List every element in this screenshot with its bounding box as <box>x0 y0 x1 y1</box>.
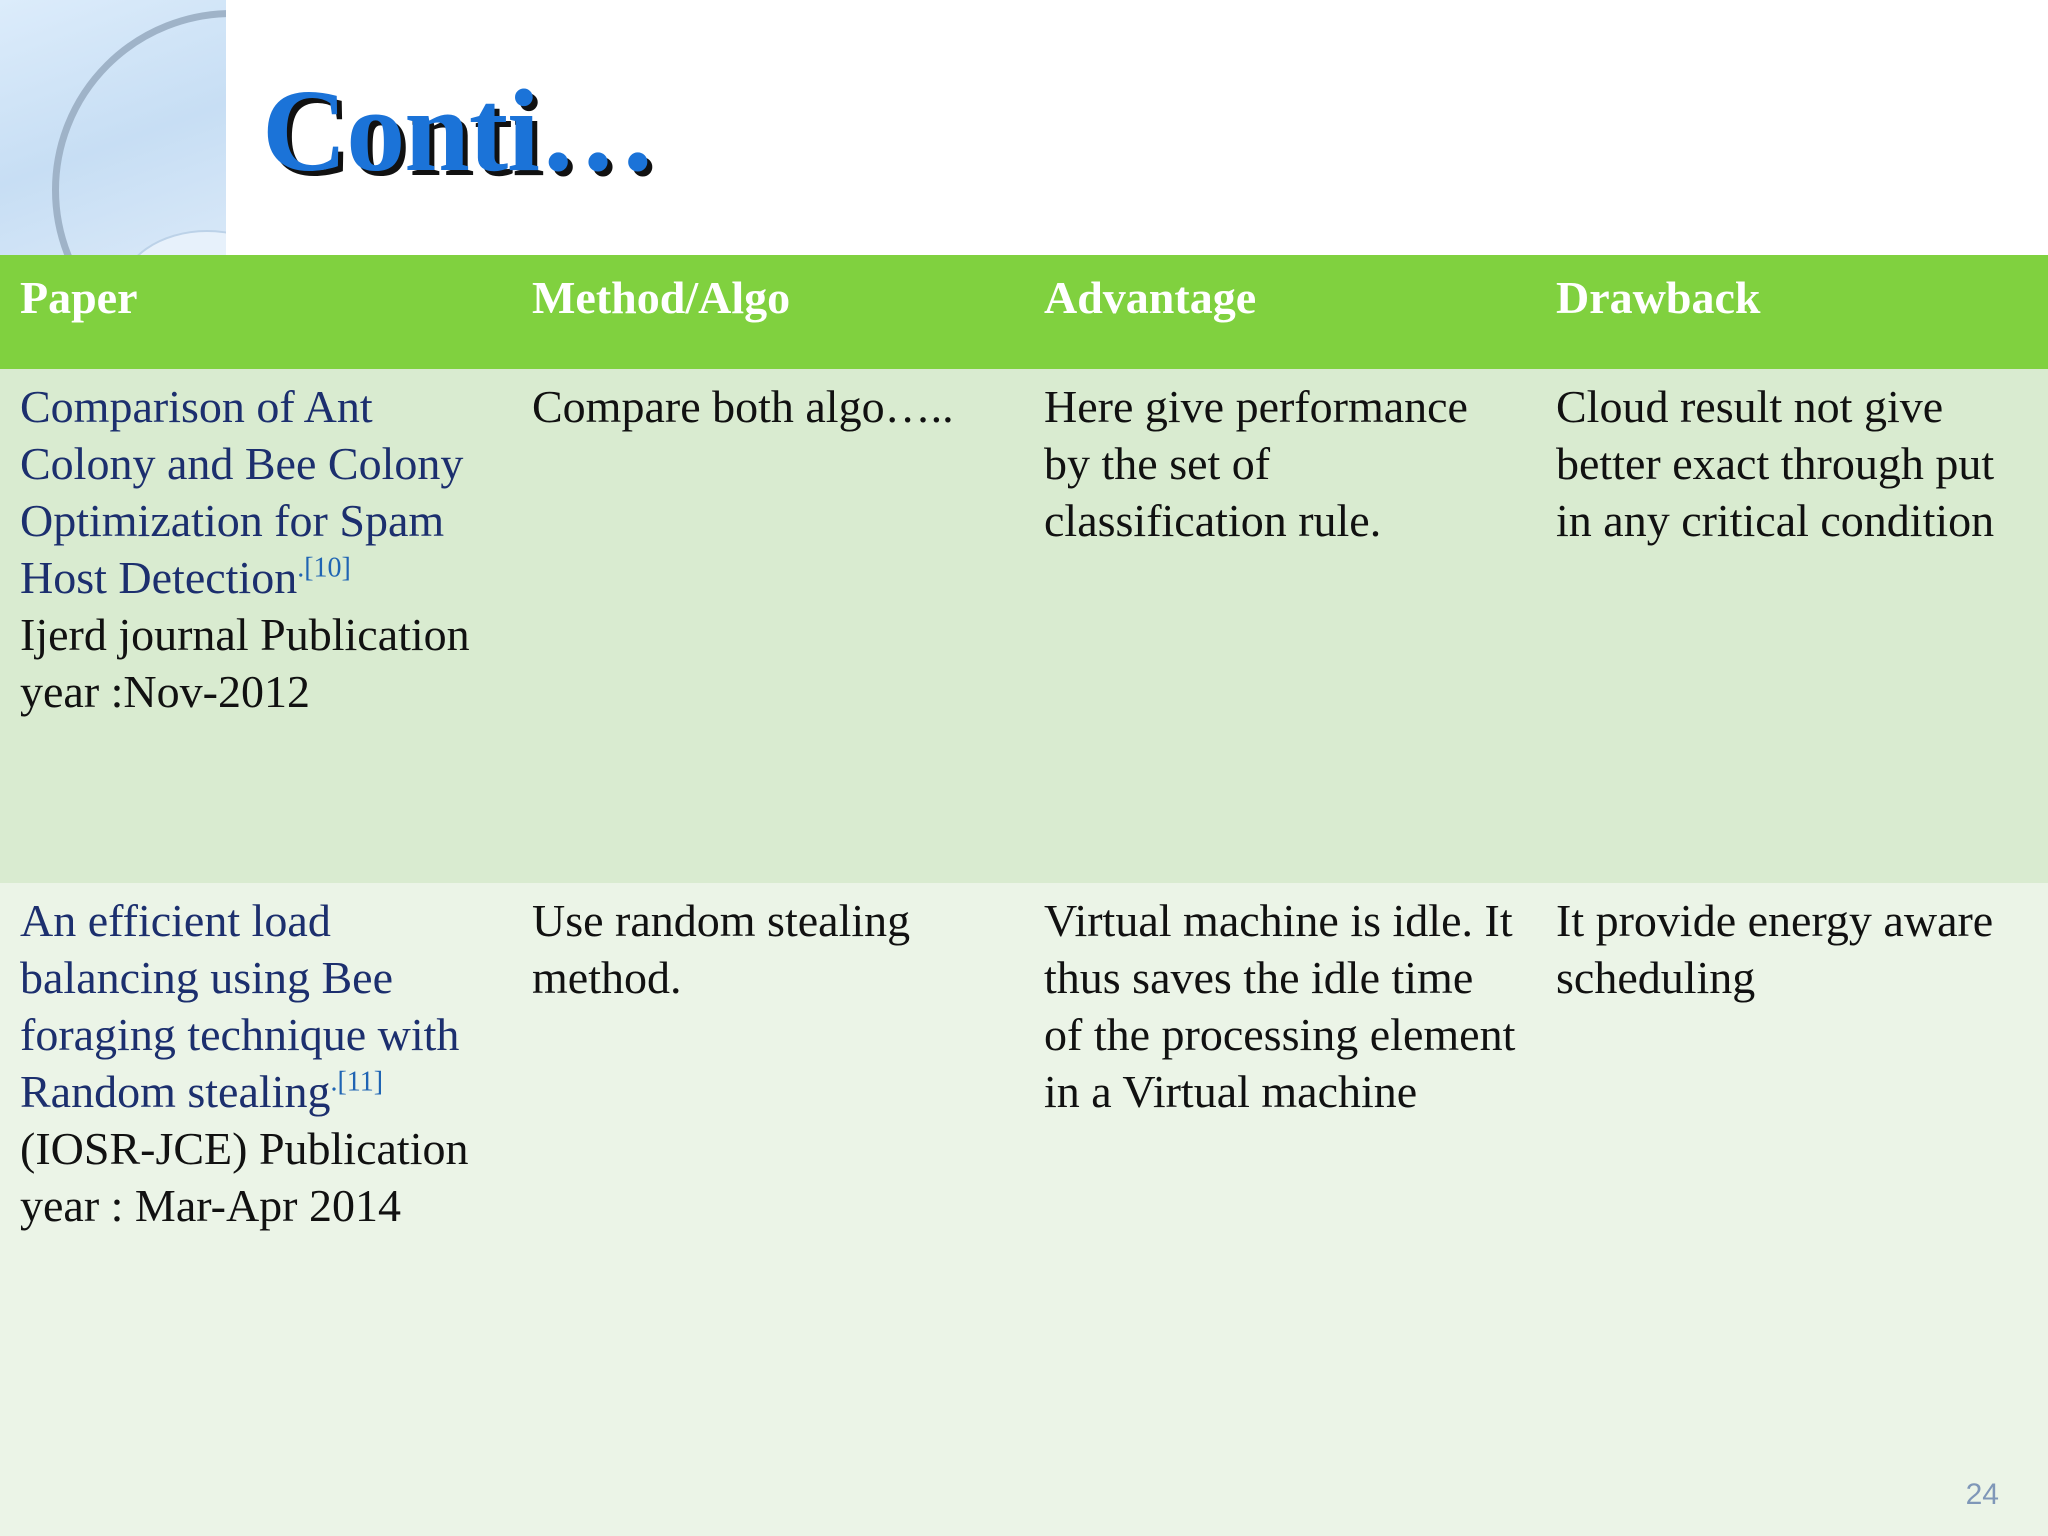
decorative-ring <box>52 10 226 255</box>
paper-reference: .[10] <box>297 552 351 584</box>
header-method: Method/Algo <box>532 272 791 323</box>
header-advantage: Advantage <box>1044 272 1257 323</box>
drawback-cell: It provide energy aware scheduling <box>1556 895 1994 1003</box>
decorative-corner-graphic <box>0 0 226 255</box>
advantage-cell: Virtual machine is idle. It thus saves the idle time of the processing element in a Virtual machine <box>1044 895 1516 1117</box>
paper-details: Ijerd journal Publication year :Nov-2012 <box>20 609 470 717</box>
literature-table <box>0 255 2048 1536</box>
slide-title: Conti… <box>262 65 656 196</box>
header-drawback: Drawback <box>1556 272 1761 323</box>
drawback-cell: Cloud result not give better exact through put in any critical condition <box>1556 381 1995 546</box>
method-cell: Compare both algo….. <box>532 381 954 432</box>
header-paper: Paper <box>20 272 138 323</box>
method-cell: Use random stealing method. <box>532 895 911 1003</box>
paper-details: (IOSR-JCE) Publication year : Mar-Apr 2014 <box>20 1123 469 1231</box>
paper-title: An efficient load balancing using Bee foraging technique with Random stealing <box>20 895 460 1117</box>
page-number: 24 <box>1965 1478 1999 1511</box>
table-row <box>0 883 2048 1536</box>
table-header-row <box>0 255 2048 369</box>
paper-reference: .[11] <box>330 1066 384 1098</box>
table-row <box>0 369 2048 883</box>
advantage-cell: Here give performance by the set of classification rule. <box>1044 381 1468 546</box>
paper-cell <box>0 883 512 1536</box>
paper-title: Comparison of Ant Colony and Bee Colony Optimization for Spam Host Detection <box>20 381 464 603</box>
paper-cell <box>0 369 512 883</box>
